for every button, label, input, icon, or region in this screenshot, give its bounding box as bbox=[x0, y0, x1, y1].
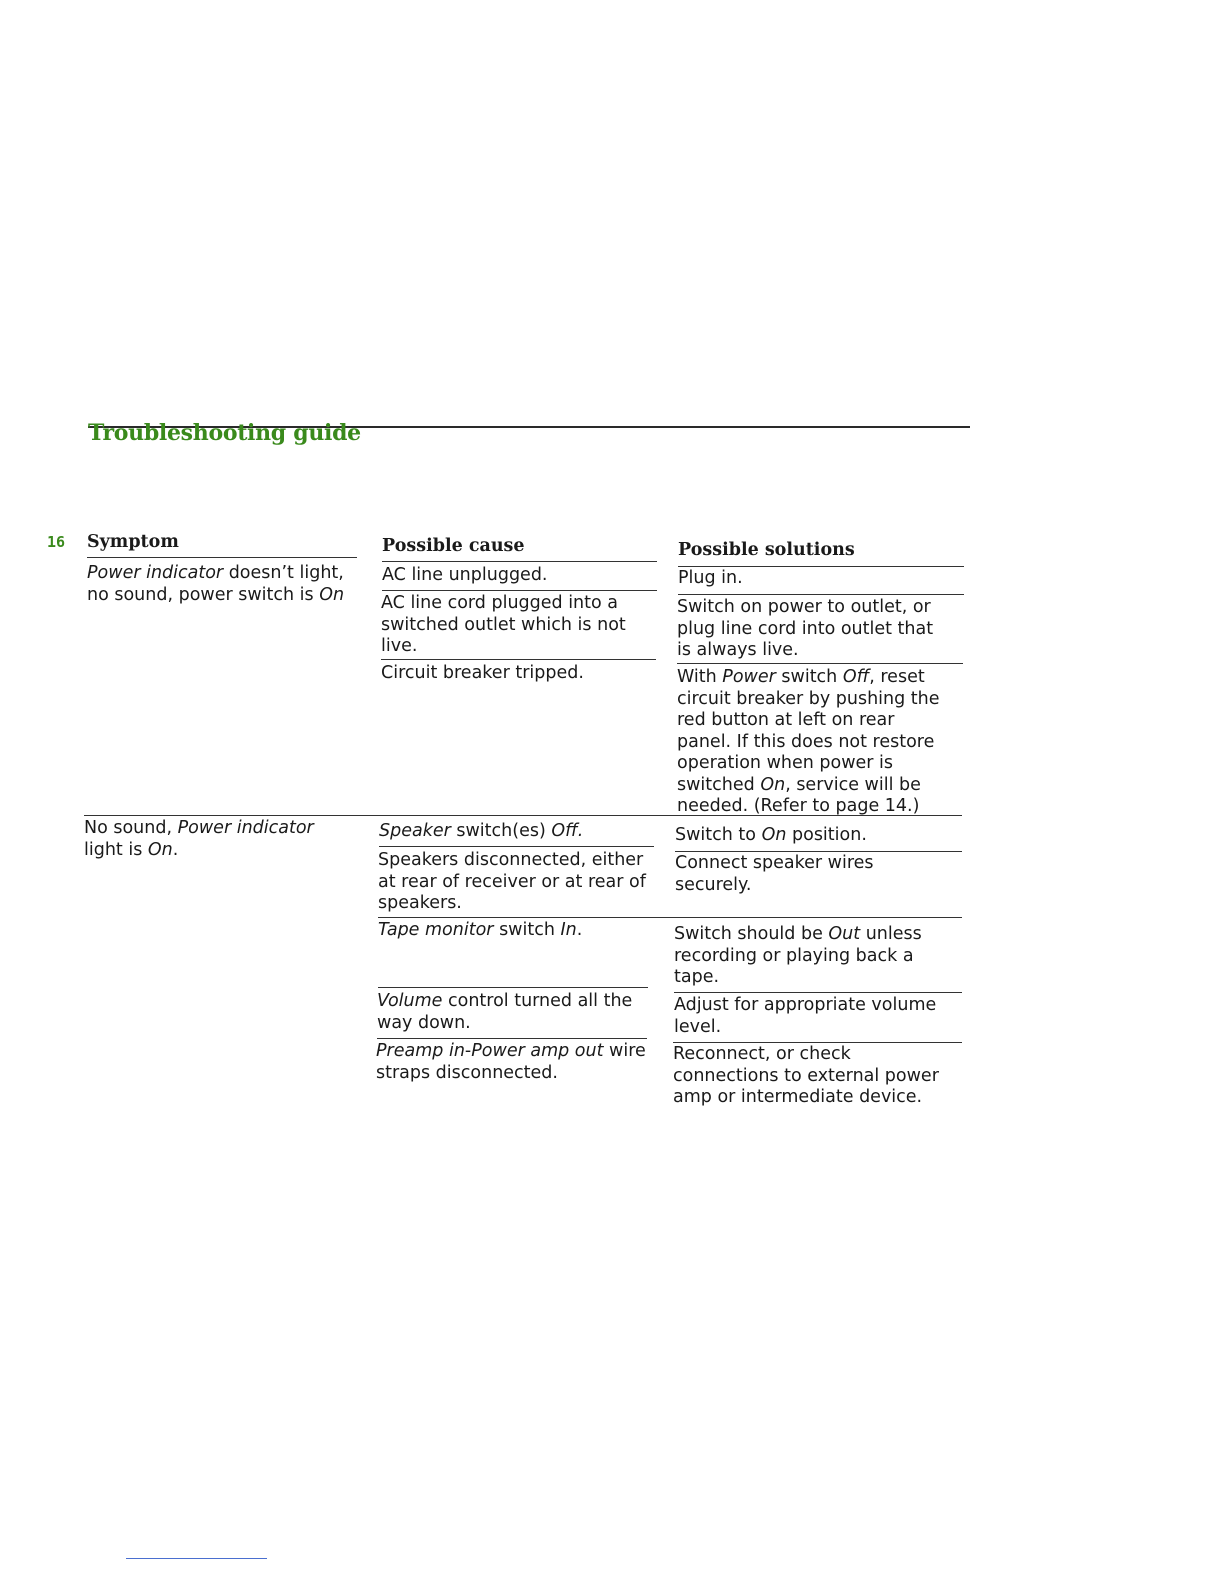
header-rule-cause bbox=[382, 561, 657, 562]
row3-solution bbox=[677, 667, 954, 818]
row4-sol-em1: On bbox=[761, 825, 787, 845]
row6-cause-em2: In bbox=[560, 920, 577, 940]
row4-cause bbox=[379, 821, 649, 843]
row8-solution: Reconnect, or check connections to external power amp or intermediate device. bbox=[673, 1044, 939, 1107]
row4-sol-t1: Switch to bbox=[675, 825, 762, 845]
row7-rule-solution bbox=[673, 1042, 962, 1043]
row8-cause-em1: Preamp in bbox=[376, 1041, 465, 1061]
row6-rule-solution bbox=[674, 992, 962, 993]
group-divider-rule bbox=[84, 815, 962, 816]
symptom1-em2: On bbox=[319, 584, 345, 605]
symptom2-t1: No sound, bbox=[84, 818, 178, 838]
page-number: 16 bbox=[47, 533, 66, 551]
row3-sol-t3: , reset circuit breaker by pushing the red button at left on rear panel. If this does not restore operation when power is switched bbox=[677, 667, 940, 795]
row4-cause-em2: Off. bbox=[551, 821, 584, 841]
row7-solution: Adjust for appropriate volume level. bbox=[674, 995, 937, 1037]
row6-rule-cause bbox=[378, 987, 648, 988]
row6-cause-em1: Tape monitor bbox=[378, 920, 494, 940]
row5-rule bbox=[378, 917, 962, 918]
row3-sol-t2: switch bbox=[775, 667, 843, 687]
row4-rule-cause bbox=[379, 846, 654, 847]
symptom-no-sound-indicator-on bbox=[84, 818, 344, 861]
row1-solution: Plug in. bbox=[678, 568, 743, 588]
row4-solution bbox=[675, 825, 955, 847]
header-possible-cause: Possible cause bbox=[382, 536, 525, 556]
row3-cause: Circuit breaker tripped. bbox=[381, 663, 584, 683]
bottom-link-rule bbox=[126, 1558, 267, 1559]
row8-cause bbox=[376, 1041, 661, 1084]
row5-solution: Connect speaker wires securely. bbox=[675, 853, 874, 895]
row3-sol-em2: Off bbox=[842, 667, 870, 687]
row7-cause bbox=[377, 991, 647, 1034]
header-possible-solutions: Possible solutions bbox=[678, 540, 855, 560]
row6-sol-em1: Out bbox=[828, 924, 861, 944]
row4-rule-solution bbox=[675, 851, 962, 852]
row4-sol-t2: position. bbox=[786, 825, 867, 845]
row3-sol-t4: , service will be needed. (Refer to page 14.) bbox=[677, 774, 921, 816]
symptom2-t2: light is bbox=[84, 839, 148, 860]
row4-cause-em1: Speaker bbox=[379, 821, 451, 841]
symptom2-em1: Power indicator bbox=[177, 818, 314, 838]
row8-cause-t2: wire straps disconnected. bbox=[376, 1041, 646, 1083]
row7-rule-cause bbox=[377, 1038, 647, 1039]
row3-sol-em3: On bbox=[760, 774, 786, 795]
row8-cause-em2: Power amp out bbox=[471, 1041, 604, 1061]
row1-rule-solution bbox=[678, 594, 964, 595]
header-rule-symptom bbox=[87, 557, 357, 558]
row8-cause-t1: - bbox=[464, 1041, 472, 1061]
header-rule-solution bbox=[678, 566, 964, 567]
row2-solution: Switch on power to outlet, or plug line cord into outlet that is always live. bbox=[677, 597, 934, 660]
row7-cause-em1: Volume bbox=[377, 991, 443, 1011]
row6-cause bbox=[378, 920, 648, 942]
symptom2-t3: . bbox=[172, 839, 179, 860]
row4-cause-t1: switch(es) bbox=[450, 821, 552, 841]
row6-sol-t1: Switch should be bbox=[674, 924, 829, 944]
header-symptom: Symptom bbox=[87, 532, 179, 552]
row6-solution bbox=[674, 924, 950, 989]
row5-cause: Speakers disconnected, either at rear of receiver or at rear of speakers. bbox=[378, 850, 646, 913]
page-title: Troubleshooting guide bbox=[88, 420, 361, 446]
row1-rule-cause bbox=[382, 590, 657, 591]
row6-cause-t2: . bbox=[576, 920, 583, 940]
symptom2-em2: On bbox=[147, 839, 173, 860]
row3-sol-t1: With bbox=[677, 667, 723, 687]
row2-cause: AC line cord plugged into a switched outlet which is not live. bbox=[381, 593, 626, 656]
row6-sol-t2: unless recording or playing back a tape. bbox=[674, 924, 922, 987]
row2-rule-cause bbox=[381, 659, 656, 660]
row2-rule-solution bbox=[677, 663, 963, 664]
row6-cause-t1: switch bbox=[493, 920, 561, 940]
row1-cause: AC line unplugged. bbox=[382, 565, 548, 585]
symptom1-t1: doesn’t light, no sound, power switch is bbox=[87, 563, 344, 605]
row7-cause-t1: control turned all the way down. bbox=[377, 991, 633, 1033]
symptom-power-indicator-off bbox=[87, 563, 355, 606]
row3-sol-em1: Power bbox=[722, 667, 776, 687]
symptom1-em1: Power indicator bbox=[87, 563, 224, 583]
